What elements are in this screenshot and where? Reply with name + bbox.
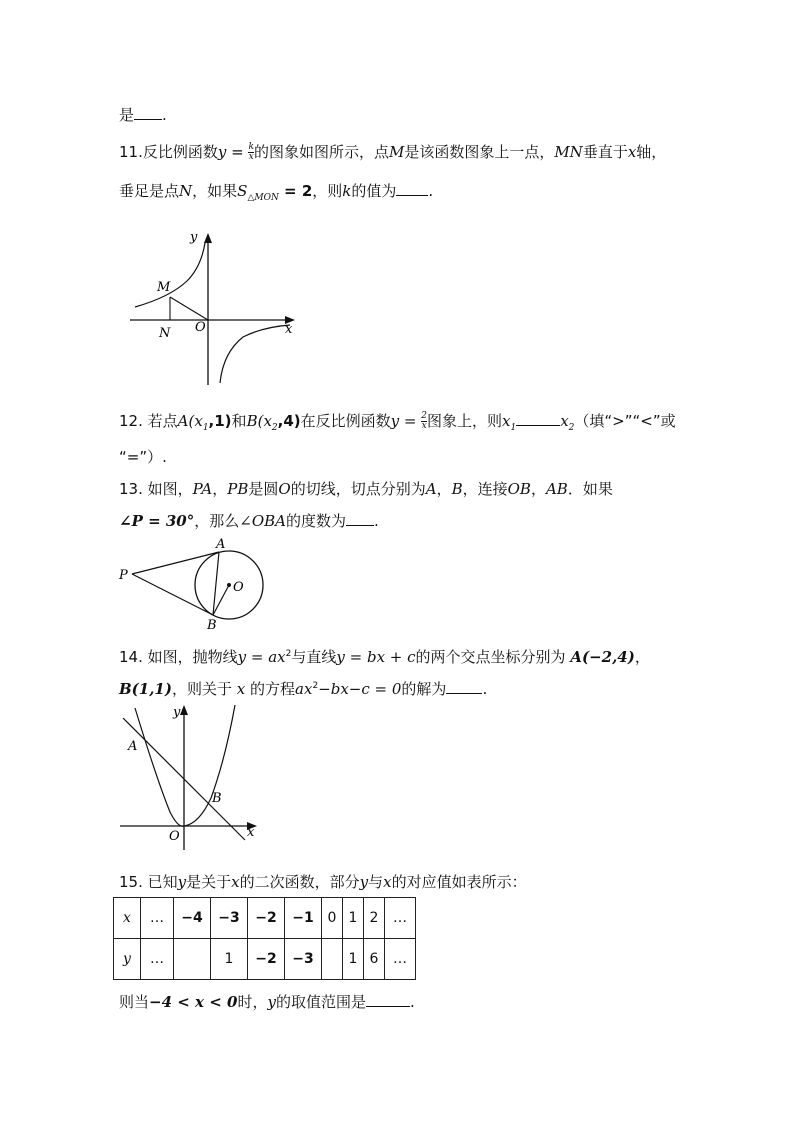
q15-line2: 则当−4 < x < 0时，y的取值范围是 . — [119, 993, 415, 1011]
parabola — [135, 705, 235, 826]
label-y: y — [173, 705, 181, 720]
fraction-2-over-x: $\frac{2}{x}$ — [421, 411, 427, 431]
table-cell: y — [114, 939, 141, 980]
q12-line2: “=”）. — [119, 448, 167, 466]
q11-line2: 垂足是点N，如果$S_{\triangle MON} = 2$，则k的值为 . — [119, 182, 434, 203]
q11-figure — [125, 225, 305, 390]
answer-blank — [346, 511, 374, 526]
table-cell: −4 — [174, 898, 211, 939]
label-P: P — [119, 568, 128, 583]
hyperbola-right-branch — [220, 325, 290, 383]
label-O: O — [195, 320, 206, 335]
answer-blank — [446, 679, 482, 694]
q13-line1: 13. 如图，PA，PB是圆O的切线，切点分别为A，B，连接OB，AB．如果 — [119, 480, 613, 498]
table-cell: −1 — [285, 898, 322, 939]
label-x: x — [285, 322, 293, 337]
table-cell: … — [141, 898, 174, 939]
q11-line1: 11.反比例函数y = $\frac{k}{x}$ 的图象如图所示，点M是该函数图象上一点，MN垂直于x轴， — [119, 142, 667, 162]
table-cell: 6 — [364, 939, 385, 980]
table-cell: −3 — [285, 939, 322, 980]
q14-figure — [115, 700, 265, 850]
value-table — [113, 897, 416, 980]
label-A: A — [128, 739, 138, 754]
top-line: 是 . — [119, 106, 167, 124]
table-cell: x — [114, 898, 141, 939]
answer-blank — [366, 992, 410, 1007]
table-cell: 1 — [211, 939, 248, 980]
q12-line1: 12. 若点$A(x_1,1)$和$B(x_2,4)$在反比例函数y = $\frac{2}{x}$ 图象上，则$x_1$ $x_2$（填“>”“<”或 — [119, 411, 676, 433]
table-cell: … — [141, 939, 174, 980]
table-cell: … — [385, 939, 416, 980]
table-row-y — [114, 939, 416, 980]
q13-figure — [115, 533, 275, 633]
table-cell: … — [385, 898, 416, 939]
label-y: y — [190, 230, 198, 245]
y-axis-arrow — [180, 705, 188, 715]
q13-line2: ∠P = 30°，那么∠OBA的度数为 . — [119, 512, 379, 530]
label-B: B — [212, 791, 222, 806]
table-cell: 0 — [322, 898, 343, 939]
label-A: A — [216, 537, 226, 552]
q14-line2: B(1,1)，则关于 x 的方程$ax^2-bx-c = 0$的解为 . — [119, 680, 488, 698]
q15-line1: 15. 已知y是关于x的二次函数，部分y与x的对应值如表所示： — [119, 873, 527, 891]
table-cell — [322, 939, 343, 980]
table-row-x — [114, 898, 416, 939]
label-x: x — [247, 825, 255, 840]
center-O — [227, 583, 231, 587]
label-N: N — [159, 326, 171, 341]
label-O: O — [233, 580, 244, 595]
table-cell — [174, 939, 211, 980]
label-O: O — [169, 829, 180, 844]
table-cell: 1 — [343, 898, 364, 939]
table-cell: −3 — [211, 898, 248, 939]
answer-blank — [516, 411, 560, 426]
answer-blank — [396, 181, 428, 196]
label-B: B — [207, 618, 217, 633]
tangent-PB — [132, 574, 213, 615]
tangent-PA — [132, 552, 219, 574]
segment-MO — [170, 297, 208, 320]
table-cell: 2 — [364, 898, 385, 939]
table-cell: −2 — [248, 939, 285, 980]
answer-blank — [134, 105, 162, 120]
y-axis-arrow — [204, 233, 212, 243]
table-cell: 1 — [343, 939, 364, 980]
fraction-k-over-x: $\frac{k}{x}$ — [248, 142, 254, 162]
table-cell: −2 — [248, 898, 285, 939]
q14-line1: 14. 如图，抛物线$y = ax^2$与直线y = bx + c的两个交点坐标分别为 A(−2,4)， — [119, 648, 650, 666]
label-M: M — [157, 280, 171, 295]
